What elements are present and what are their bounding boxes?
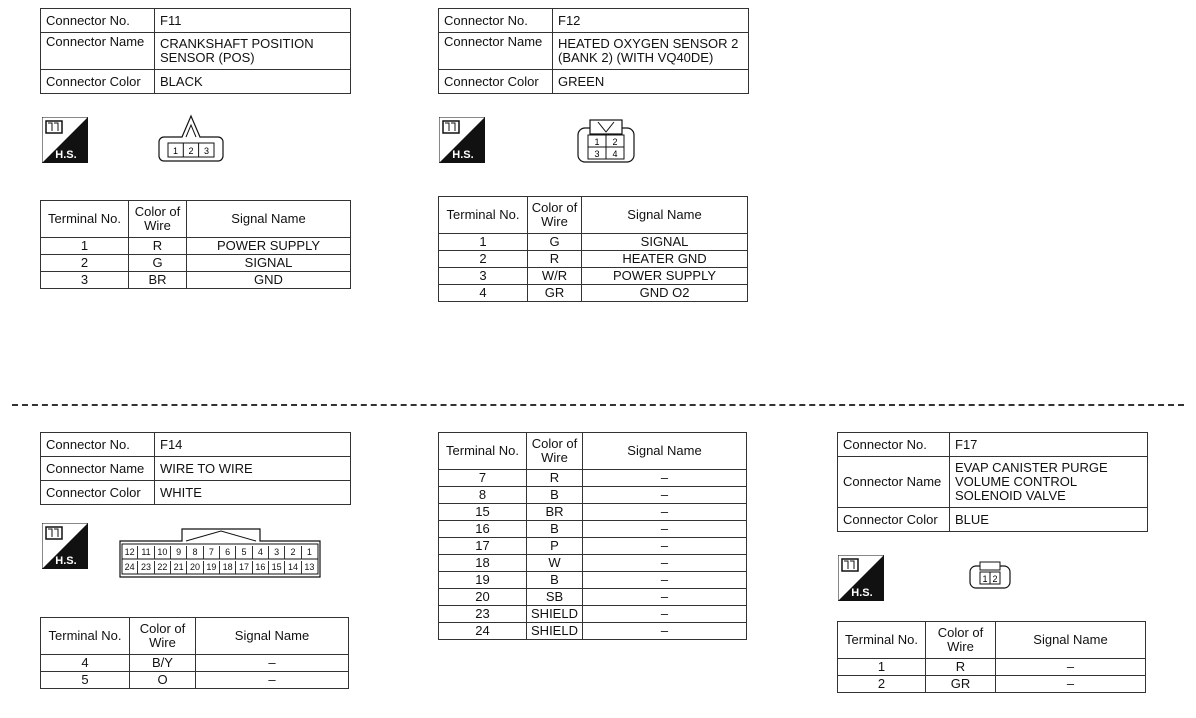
pin-label: 9: [171, 546, 187, 559]
f17-terminal-table: [837, 621, 1146, 693]
f14-terminal-table-continued: [438, 432, 747, 640]
pin-label: 22: [155, 561, 171, 574]
pin-label: 1: [982, 574, 988, 584]
table-row: 18 W –: [439, 555, 747, 572]
hs-icon: [42, 523, 88, 569]
f12-terminal-table: [438, 196, 748, 302]
pin-label: 14: [285, 561, 301, 574]
table-row: 24 SHIELD –: [439, 623, 747, 640]
f14-connector-info: [40, 432, 351, 505]
hs-icon: [439, 117, 485, 163]
connector-color-label: Connector Color: [41, 481, 155, 505]
pin-label: 4: [612, 149, 618, 159]
pin-label: 2: [285, 546, 301, 559]
connector-name-label: Connector Name: [41, 33, 155, 70]
table-row: 23 SHIELD –: [439, 606, 747, 623]
f17-connector-color: BLUE: [950, 508, 1148, 532]
connector-name-label: Connector Name: [439, 33, 553, 70]
connector-name-label: Connector Name: [41, 457, 155, 481]
f12-connector-name: HEATED OXYGEN SENSOR 2 (BANK 2) (WITH VQ40DE): [553, 33, 749, 70]
f12-connector-face-icon: [576, 118, 636, 172]
pin-label: 8: [187, 546, 203, 559]
signal-name-header: Signal Name: [187, 201, 351, 238]
f11-connector-info: [40, 8, 351, 94]
table-row: 7 R –: [439, 470, 747, 487]
table-row: 16 B –: [439, 521, 747, 538]
table-row: 8 B –: [439, 487, 747, 504]
pin-label: 1: [172, 146, 179, 156]
hs-label: H.S.: [851, 587, 873, 599]
table-row: 3 BR GND: [41, 272, 351, 289]
table-row: 1 G SIGNAL: [439, 234, 748, 251]
terminal-no-header: Terminal No.: [439, 197, 528, 234]
f14-connector-name: WIRE TO WIRE: [155, 457, 351, 481]
f11-connector-name: CRANKSHAFT POSITION SENSOR (POS): [155, 33, 351, 70]
hs-icon: [42, 117, 88, 163]
f12-connector-info: [438, 8, 749, 94]
connector-name-label: Connector Name: [838, 457, 950, 508]
pin-label: 13: [304, 562, 315, 572]
f14-terminal-table: [40, 617, 349, 689]
connector-no-label: Connector No.: [41, 433, 155, 457]
pin-label: 20: [187, 561, 203, 574]
hs-icon: [838, 555, 884, 601]
pin-label: 1: [306, 547, 312, 557]
table-row: 1 R –: [838, 659, 1146, 676]
signal-name-header: Signal Name: [996, 622, 1146, 659]
table-row: 2 GR –: [838, 676, 1146, 693]
f14-connector-color: WHITE: [155, 481, 351, 505]
connector-no-label: Connector No.: [439, 9, 553, 33]
f11-connector-color: BLACK: [155, 70, 351, 94]
table-row: 5 O –: [41, 672, 349, 689]
f11-connector-no: F11: [155, 9, 351, 33]
f17-connector-no: F17: [950, 433, 1148, 457]
pin-label: 10: [155, 546, 171, 559]
color-of-wire-header: Color of Wire: [527, 433, 583, 470]
table-row: 4 B/Y –: [41, 655, 349, 672]
connector-color-label: Connector Color: [838, 508, 950, 532]
signal-name-header: Signal Name: [196, 618, 349, 655]
hs-label: H.S.: [452, 149, 474, 161]
pin-label: 6: [220, 546, 236, 559]
connector-color-label: Connector Color: [439, 70, 553, 94]
pin-label: 18: [220, 561, 236, 574]
f11-connector-face-icon: [158, 113, 224, 165]
pin-label: 12: [122, 546, 138, 559]
pin-label: 24: [122, 561, 138, 574]
f17-connector-name: EVAP CANISTER PURGE VOLUME CONTROL SOLENOID VALVE: [950, 457, 1148, 508]
terminal-no-header: Terminal No.: [41, 618, 130, 655]
signal-name-header: Signal Name: [583, 433, 747, 470]
pin-label: 2: [992, 574, 998, 584]
hs-label: H.S.: [55, 149, 77, 161]
f14-pin-grid: [122, 545, 318, 575]
pin-label: 3: [594, 149, 600, 159]
pin-label: 11: [138, 546, 154, 559]
color-of-wire-header: Color of Wire: [926, 622, 996, 659]
hs-label: H.S.: [55, 555, 77, 567]
connector-no-label: Connector No.: [838, 433, 950, 457]
pin-label: 19: [204, 561, 220, 574]
pin-label: 23: [138, 561, 154, 574]
pin-label: 4: [253, 546, 269, 559]
table-row: 15 BR –: [439, 504, 747, 521]
pin-label: 15: [269, 561, 285, 574]
table-row: 19 B –: [439, 572, 747, 589]
f17-connector-face-icon: [968, 560, 1012, 590]
pin-label: 3: [269, 546, 285, 559]
table-row: 1 R POWER SUPPLY: [41, 238, 351, 255]
pin-label: 2: [612, 137, 618, 147]
table-row: 20 SB –: [439, 589, 747, 606]
pin-label: 5: [236, 546, 252, 559]
f17-connector-info: [837, 432, 1148, 532]
pin-label: 17: [236, 561, 252, 574]
terminal-no-header: Terminal No.: [439, 433, 527, 470]
f12-connector-no: F12: [553, 9, 749, 33]
f12-connector-color: GREEN: [553, 70, 749, 94]
pin-label: 2: [188, 146, 194, 156]
color-of-wire-header: Color of Wire: [129, 201, 187, 238]
terminal-no-header: Terminal No.: [41, 201, 129, 238]
table-row: 2 R HEATER GND: [439, 251, 748, 268]
connector-color-label: Connector Color: [41, 70, 155, 94]
terminal-no-header: Terminal No.: [838, 622, 926, 659]
color-of-wire-header: Color of Wire: [130, 618, 196, 655]
pin-label: 21: [171, 561, 187, 574]
f14-connector-no: F14: [155, 433, 351, 457]
pin-label: 16: [253, 561, 269, 574]
pin-label: 1: [594, 137, 600, 147]
table-row: 3 W/R POWER SUPPLY: [439, 268, 748, 285]
f11-terminal-table: [40, 200, 351, 289]
table-row: 17 P –: [439, 538, 747, 555]
table-row: 4 GR GND O2: [439, 285, 748, 302]
pin-label: 3: [203, 146, 210, 156]
color-of-wire-header: Color of Wire: [528, 197, 582, 234]
signal-name-header: Signal Name: [582, 197, 748, 234]
f14-connector-face-icon: [116, 521, 324, 581]
table-row: 2 G SIGNAL: [41, 255, 351, 272]
section-divider: [12, 404, 1184, 406]
connector-no-label: Connector No.: [41, 9, 155, 33]
pin-label: 7: [204, 546, 220, 559]
